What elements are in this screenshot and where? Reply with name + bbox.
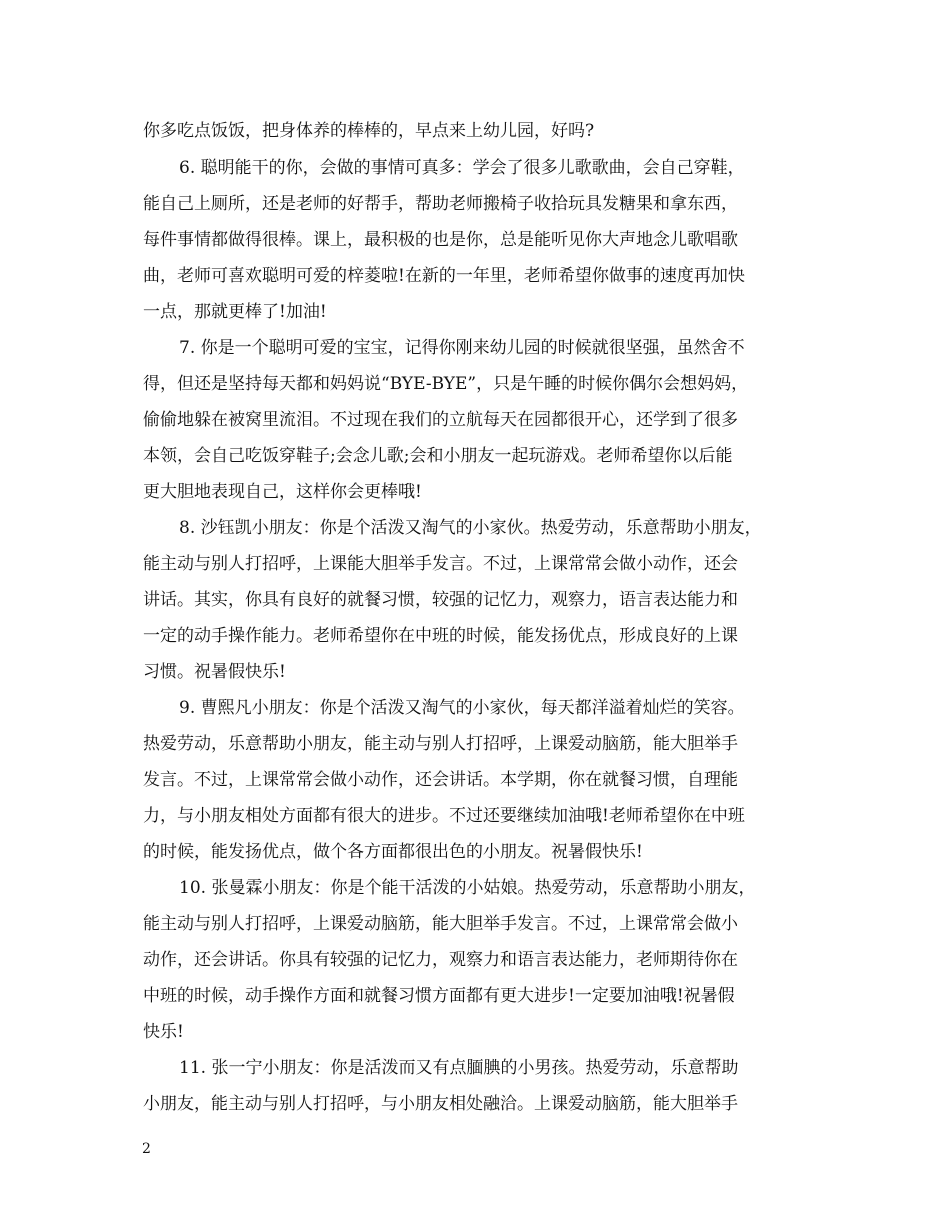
text-line: 得，但还是坚持每天都和妈妈说“BYE-BYE”，只是午睡的时候你偶尔会想妈妈， (143, 374, 749, 394)
text-line: 能自己上厕所，还是老师的好帮手，帮助老师搬椅子收拾玩具发糖果和拿东西， (143, 194, 738, 214)
text-line: 能主动与别人打招呼，上课能大胆举手发言。不过，上课常常会做小动作，还会 (143, 554, 738, 574)
text-line: 小朋友，能主动与别人打招呼，与小朋友相处融洽。上课爱动脑筋，能大胆举手 (143, 1094, 738, 1114)
text-line: 更大胆地表现自己，这样你会更棒哦! (143, 482, 422, 502)
page-number: 2 (142, 1141, 151, 1157)
text-line: 热爱劳动，乐意帮助小朋友，能主动与别人打招呼，上课爱动脑筋，能大胆举手 (143, 734, 738, 754)
text-line: 11. 张一宁小朋友：你是活泼而又有点腼腆的小男孩。热爱劳动，乐意帮助 (179, 1058, 739, 1078)
text-line: 发言。不过，上课常常会做小动作，还会讲话。本学期，你在就餐习惯，自理能 (143, 770, 738, 790)
text-line: 6. 聪明能干的你，会做的事情可真多：学会了很多儿歌歌曲，会自己穿鞋， (179, 158, 745, 178)
text-line: 力，与小朋友相处方面都有很大的进步。不过还要继续加油哦!老师希望你在中班 (143, 806, 745, 826)
text-line: 的时候，能发扬优点，做个各方面都很出色的小朋友。祝暑假快乐! (143, 842, 643, 862)
text-line: 你多吃点饭饭，把身体养的棒棒的，早点来上幼儿园，好吗? (143, 121, 595, 141)
text-line: 10. 张曼霖小朋友：你是个能干活泼的小姑娘。热爱劳动，乐意帮助小朋友， (179, 878, 756, 898)
text-line: 偷偷地躲在被窝里流泪。不过现在我们的立航每天在园都很开心，还学到了很多 (143, 410, 738, 430)
text-line: 讲话。其实，你具有良好的就餐习惯，较强的记忆力，观察力，语言表达能力和 (143, 590, 738, 610)
text-line: 本领，会自己吃饭穿鞋子;会念儿歌;会和小朋友一起玩游戏。老师希望你以后能 (143, 446, 733, 466)
text-line: 习惯。祝暑假快乐! (143, 662, 286, 682)
text-line: 8. 沙钰凯小朋友：你是个活泼又淘气的小家伙。热爱劳动，乐意帮助小朋友， (179, 518, 762, 538)
text-line: 9. 曹熙凡小朋友：你是个活泼又淘气的小家伙，每天都洋溢着灿烂的笑容。 (179, 698, 745, 718)
text-line: 动作，还会讲话。你具有较强的记忆力，观察力和语言表达能力，老师期待你在 (143, 950, 738, 970)
text-line: 7. 你是一个聪明可爱的宝宝，记得你刚来幼儿园的时候就很坚强，虽然舍不 (179, 338, 745, 358)
text-line: 一定的动手操作能力。老师希望你在中班的时候，能发扬优点，形成良好的上课 (143, 626, 738, 646)
text-line: 快乐! (143, 1022, 184, 1042)
text-line: 中班的时候，动手操作方面和就餐习惯方面都有更大进步!一定要加油哦!祝暑假 (143, 986, 735, 1006)
text-line: 每件事情都做得很棒。课上，最积极的也是你，总是能听见你大声地念儿歌唱歌 (143, 230, 738, 250)
text-line: 能主动与别人打招呼，上课爱动脑筋，能大胆举手发言。不过，上课常常会做小 (143, 914, 738, 934)
text-line: 一点，那就更棒了!加油! (143, 302, 327, 322)
text-line: 曲，老师可喜欢聪明可爱的梓菱啦!在新的一年里，老师希望你做事的速度再加快 (143, 266, 745, 286)
